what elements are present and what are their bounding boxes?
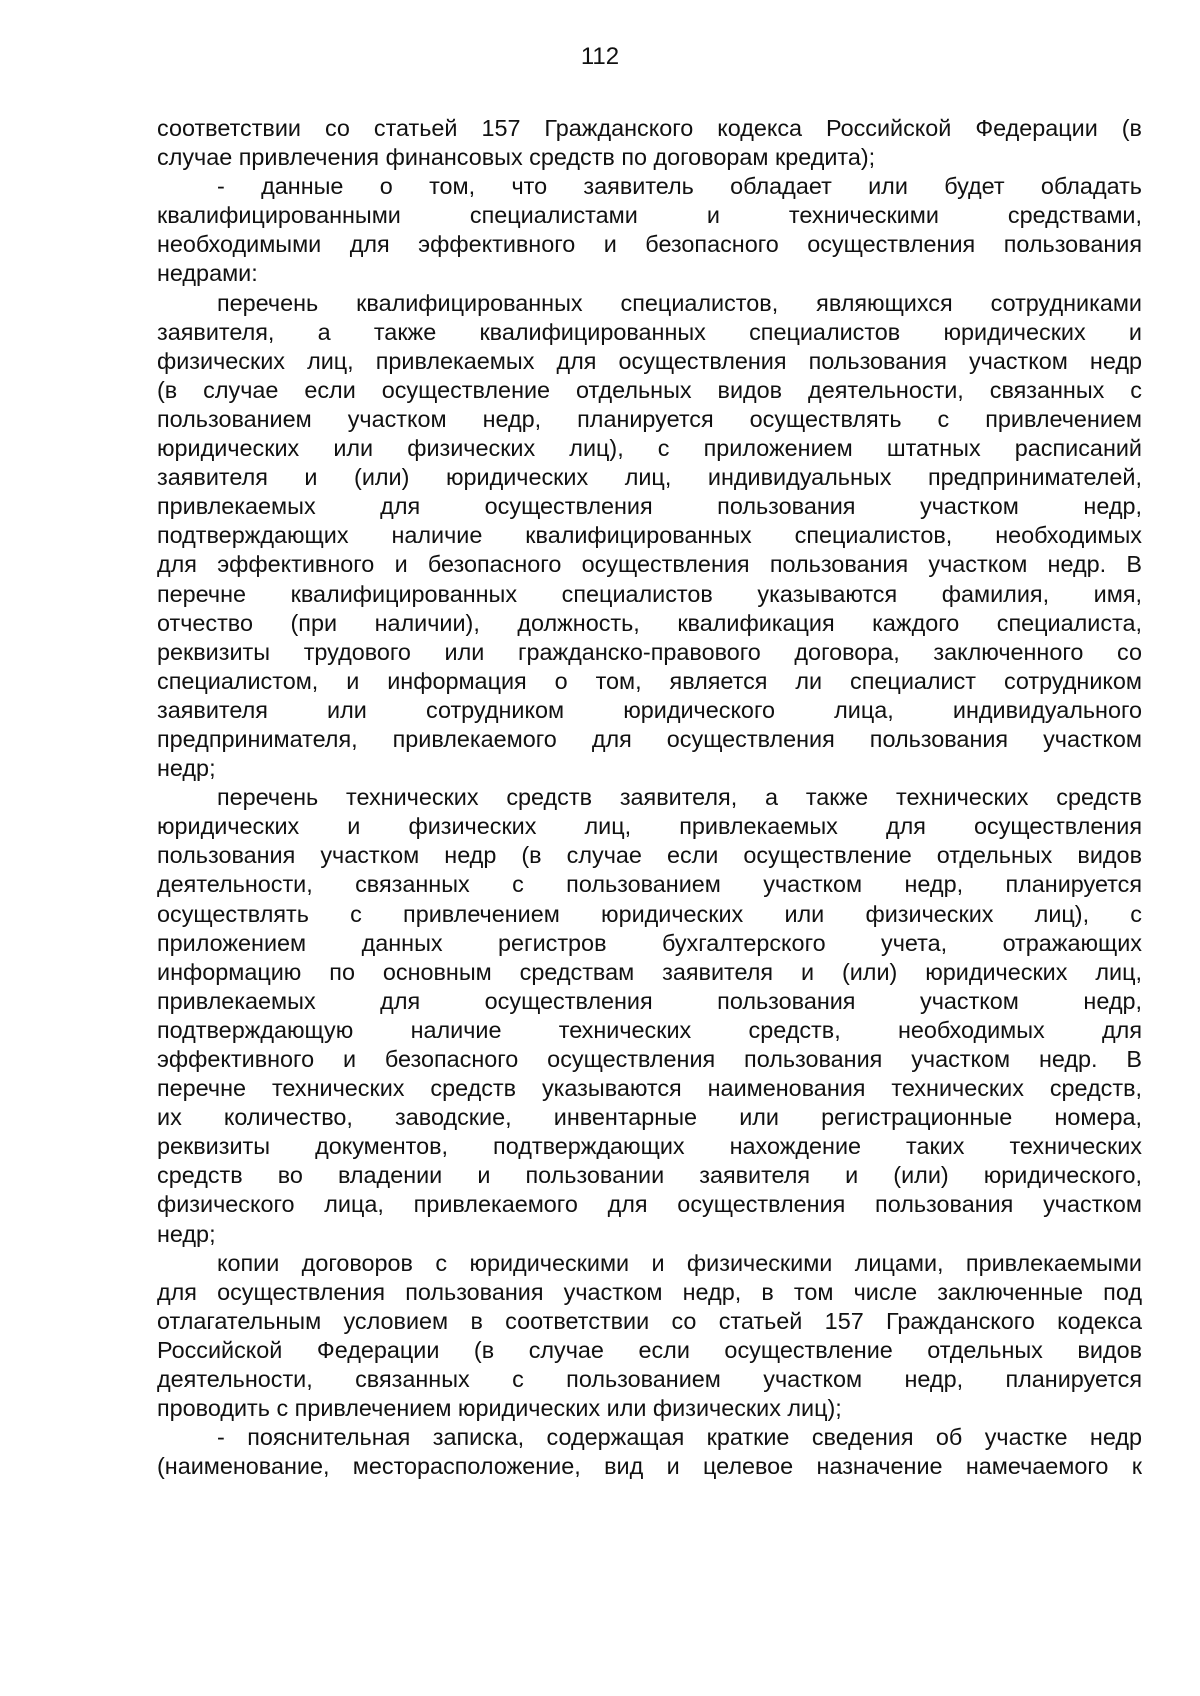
text-line: для эффективного и безопасного осуществления пользования участком недр. В	[157, 551, 1142, 578]
text-line: информацию по основным средствам заявителя и (или) юридических лиц,	[157, 958, 1142, 985]
text-line: перечне квалифицированных специалистов указываются фамилия, имя,	[157, 580, 1142, 607]
paragraph	[157, 172, 1142, 288]
text-line: недр;	[157, 755, 216, 782]
text-line: копии договоров с юридическими и физическими лицами, привлекаемыми	[217, 1249, 1142, 1276]
text-line: деятельности, связанных с пользованием участком недр, планируется	[157, 1366, 1142, 1393]
text-line: отлагательным условием в соответствии со статьей 157 Гражданского кодекса	[157, 1307, 1142, 1334]
text-line: физического лица, привлекаемого для осуществления пользования участком	[157, 1191, 1142, 1218]
text-line: для осуществления пользования участком недр, в том числе заключенные под	[157, 1278, 1142, 1305]
text-line: соответствии со статьей 157 Гражданского кодекса Российской Федерации (в	[157, 115, 1142, 141]
text-line: перечень квалифицированных специалистов, являющихся сотрудниками	[217, 289, 1142, 316]
paragraph	[157, 1249, 1142, 1424]
paragraph	[157, 783, 1142, 1249]
text-line: подтверждающих наличие квалифицированных специалистов, необходимых	[157, 522, 1142, 549]
text-line: специалистом, и информация о том, является ли специалист сотрудником	[157, 667, 1142, 694]
text-line: проводить с привлечением юридических или физических лиц);	[157, 1395, 842, 1422]
document-body	[157, 114, 1142, 1481]
text-line: Российской Федерации (в случае если осуществление отдельных видов	[157, 1336, 1142, 1363]
text-line: деятельности, связанных с пользованием участком недр, планируется	[157, 871, 1142, 898]
text-line: заявителя и (или) юридических лиц, индивидуальных предпринимателей,	[157, 464, 1142, 491]
page-number: 112	[580, 43, 620, 70]
text-line: физических лиц, привлекаемых для осуществления пользования участком недр	[157, 347, 1142, 374]
text-line: недрами:	[157, 260, 258, 287]
text-line: заявителя, а также квалифицированных специалистов юридических и	[157, 318, 1142, 345]
text-line: заявителя или сотрудником юридического лица, индивидуального	[157, 696, 1142, 723]
text-line: случае привлечения финансовых средств по договорам кредита);	[157, 144, 876, 171]
text-line: реквизиты документов, подтверждающих нахождение таких технических	[157, 1133, 1142, 1160]
text-line: - пояснительная записка, содержащая краткие сведения об участке недр	[217, 1424, 1142, 1451]
text-line: юридических или физических лиц), с приложением штатных расписаний	[157, 435, 1142, 462]
paragraph	[157, 289, 1142, 784]
text-line: приложением данных регистров бухгалтерского учета, отражающих	[157, 929, 1142, 956]
text-line: эффективного и безопасного осуществления пользования участком недр. В	[157, 1046, 1142, 1072]
text-line: - данные о том, что заявитель обладает или будет обладать	[217, 173, 1142, 200]
text-line: перечне технических средств указываются наименования технических средств,	[157, 1075, 1142, 1102]
text-line: их количество, заводские, инвентарные или регистрационные номера,	[157, 1104, 1142, 1131]
text-line: привлекаемых для осуществления пользования участком недр,	[157, 987, 1142, 1014]
text-line: предпринимателя, привлекаемого для осуществления пользования участком	[157, 725, 1142, 752]
text-line: (наименование, месторасположение, вид и целевое назначение намечаемого к	[157, 1453, 1142, 1480]
text-line: пользования участком недр (в случае если осуществление отдельных видов	[157, 842, 1142, 869]
text-line: привлекаемых для осуществления пользования участком недр,	[157, 493, 1142, 520]
text-line: реквизиты трудового или гражданско-правового договора, заключенного со	[157, 638, 1142, 665]
text-line: (в случае если осуществление отдельных видов деятельности, связанных с	[157, 376, 1142, 403]
text-line: квалифицированными специалистами и техническими средствами,	[157, 202, 1142, 229]
text-line: средств во владении и пользовании заявителя и (или) юридического,	[157, 1162, 1142, 1189]
text-line: юридических и физических лиц, привлекаемых для осуществления	[157, 813, 1142, 840]
text-line: недр;	[157, 1220, 216, 1247]
text-line: необходимыми для эффективного и безопасного осуществления пользования	[157, 231, 1142, 258]
text-line: подтверждающую наличие технических средств, необходимых для	[157, 1016, 1142, 1043]
text-line: пользованием участком недр, планируется осуществлять с привлечением	[157, 405, 1142, 432]
text-line: перечень технических средств заявителя, а также технических средств	[217, 784, 1142, 811]
text-line: осуществлять с привлечением юридических или физических лиц), с	[157, 900, 1142, 927]
paragraph	[157, 114, 1142, 172]
paragraph	[157, 1423, 1142, 1481]
text-line: отчество (при наличии), должность, квалификация каждого специалиста,	[157, 609, 1142, 636]
